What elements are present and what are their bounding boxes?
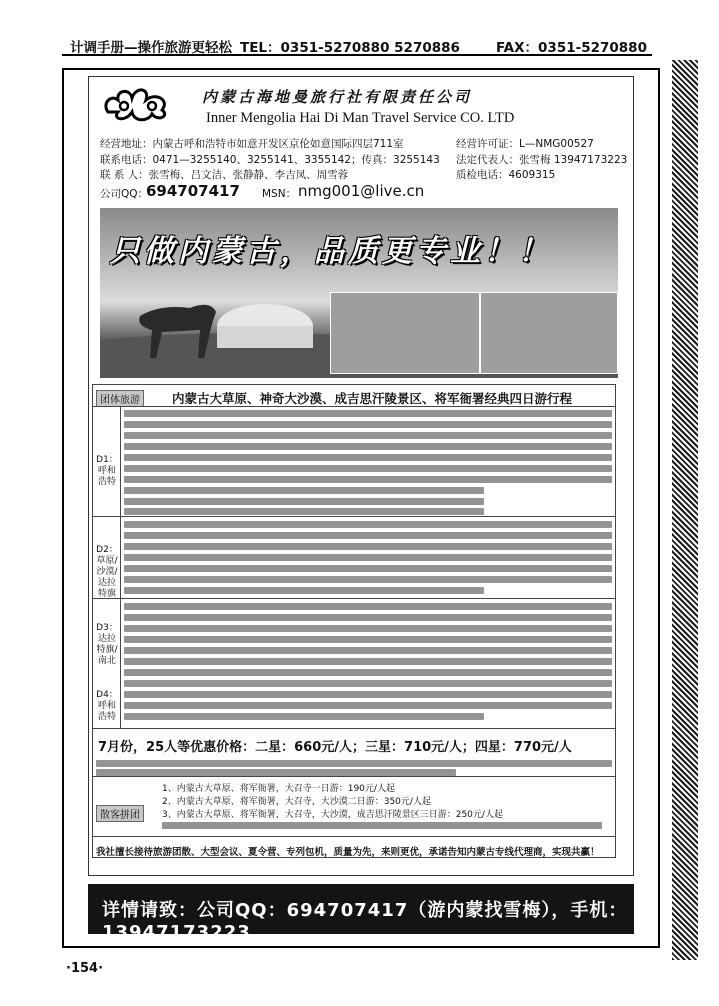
qq-value: 694707417 bbox=[146, 182, 240, 200]
cloud-logo-icon bbox=[100, 82, 178, 122]
msn-value: nmg001@live.cn bbox=[298, 182, 425, 200]
header-tel: TEL：0351-5270880 5270886 bbox=[240, 40, 460, 56]
price-line: 7月份，25人等优惠价格：二星：660元/人；三星：710元/人；四星：770元/人 bbox=[98, 740, 572, 755]
package-1: 1、内蒙古大草原、将军衙署，大召寺一日游：190元/人起 bbox=[162, 784, 395, 794]
qq-label: 公司QQ： bbox=[100, 188, 149, 200]
header-rule bbox=[62, 54, 652, 56]
group-tour-tag: 团体旅游 bbox=[96, 390, 144, 407]
company-name-cn: 内蒙古海地曼旅行社有限责任公司 bbox=[202, 88, 473, 106]
header-title: 计调手册—操作旅游更轻松 bbox=[70, 40, 232, 56]
footnote: 我社擅长接待旅游团散、大型会议、夏令营、专列包机，质量为先，来则更优，承诺告知内蒙古专线代理商，实现共赢！ bbox=[96, 847, 600, 858]
company-address: 经营地址：内蒙古呼和浩特市如意开发区京伦如意国际四层711室 bbox=[100, 138, 404, 150]
msn-label: MSN： bbox=[262, 188, 297, 200]
day3-label: D3：达拉特旗/南北 bbox=[96, 623, 118, 666]
page-number: ·154· bbox=[66, 961, 104, 976]
road-photo bbox=[330, 292, 480, 374]
company-phone: 联系电话：0471—3255140、3255141、3355142；传真：3255143 bbox=[100, 154, 440, 166]
package-2: 2、内蒙古大草原、将军衙署，大召寺，大沙漠二日游：350元/人起 bbox=[162, 797, 431, 807]
header-fax: FAX：0351-5270880 bbox=[496, 40, 647, 56]
scattered-tour-tag: 散客拼团 bbox=[96, 805, 144, 822]
banner-slogan: 只做内蒙古，品质更专业！！ bbox=[110, 234, 552, 269]
side-hatch-strip bbox=[672, 60, 698, 960]
contact-bar bbox=[88, 884, 634, 943]
company-license: 经营许可证：L—NMG00527 bbox=[456, 138, 594, 150]
day1-label: D1：呼和浩特 bbox=[96, 455, 118, 487]
company-legal: 法定代表人：张雪梅 13947173223 bbox=[456, 154, 628, 166]
itinerary-title: 内蒙古大草原、神奇大沙漠、成吉思汗陵景区、将军衙署经典四日游行程 bbox=[172, 391, 573, 406]
page-header bbox=[0, 36, 719, 56]
day4-label: D4：呼和浩特 bbox=[96, 690, 118, 722]
package-3: 3、内蒙古大草原、将军衙署，大召寺，大沙漠，成吉思汗陵景区三日游：250元/人起 bbox=[162, 810, 503, 820]
day2-label: D2：草原/沙漠/达拉特旗 bbox=[96, 545, 118, 599]
company-contacts: 联 系 人：张雪梅、吕文洁、张静静、李吉凤、周雪蓉 bbox=[100, 169, 349, 181]
contact-text: 详情请致：公司QQ：694707417（游内蒙找雪梅），手机：13947173223 bbox=[102, 900, 628, 943]
company-supervise: 质检电话：4609315 bbox=[456, 169, 556, 181]
lake-photo bbox=[480, 292, 618, 374]
company-name-en: Inner Mengolia Hai Di Man Travel Service CO. LTD bbox=[206, 110, 515, 126]
